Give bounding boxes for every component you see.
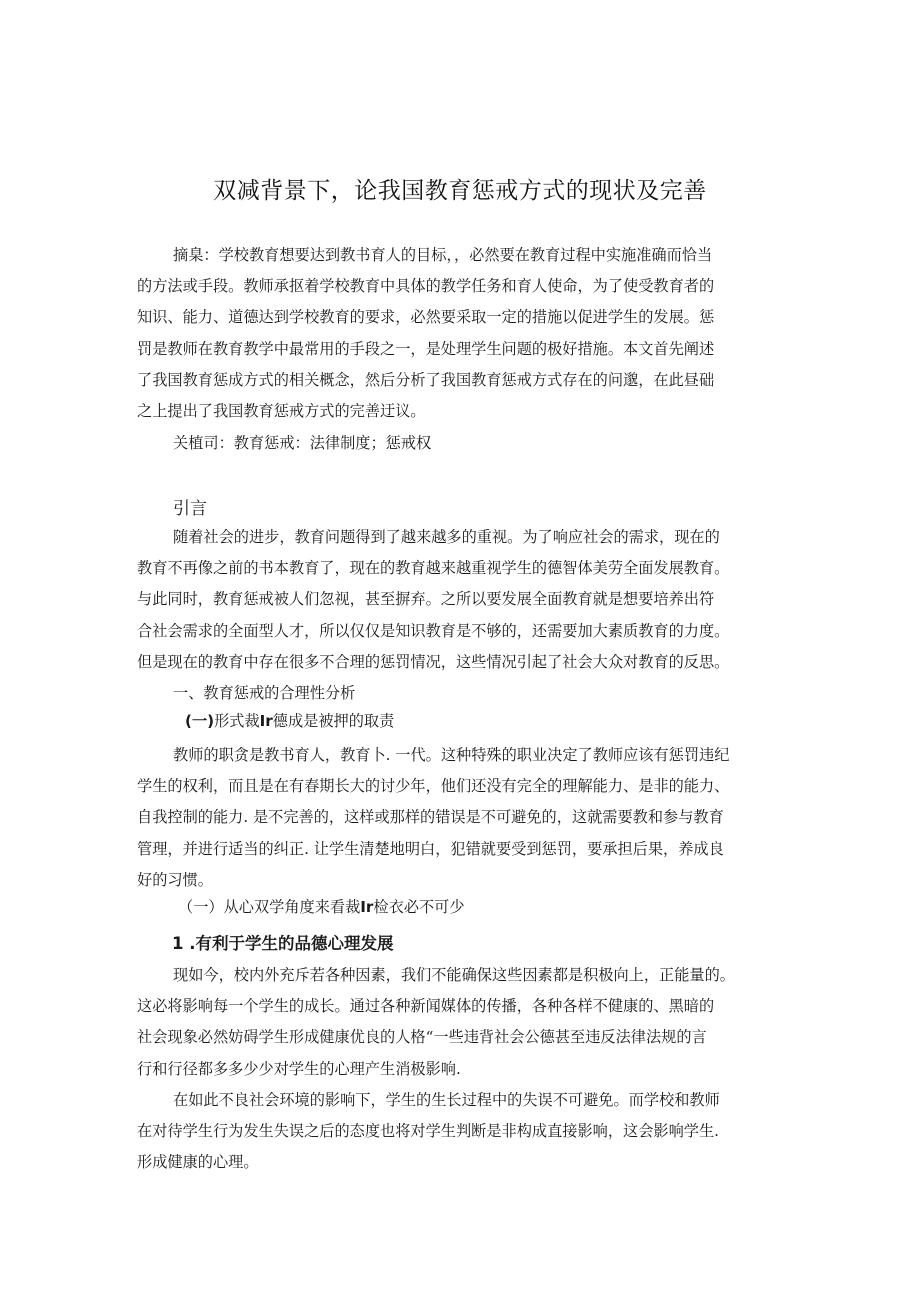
subsection-heading-1 (185, 710, 394, 731)
intro-paragraph (137, 522, 793, 678)
abstract-line: 知识、能力、道德达到学校教育的要求，必然要采取一定的措施以促进学生的发展。惩 (137, 308, 715, 327)
subsection-text: （一）从心双学角度来看裁 (178, 898, 361, 916)
subsection-text: 形式裁 (214, 712, 260, 730)
abstract-line: 的方法或手段。教师承抠着学校教育中具体的教学任务和育人使命，为了使受教育者的 (137, 277, 715, 296)
section-heading-text: 一、教育惩戒的合理性分析 (173, 684, 356, 702)
paragraph-line: 管理，并进行适当的纠正. 让学生清楚地明白，犯错就要受到惩罚，要承担后果，养成良 (137, 839, 724, 858)
section-heading (137, 678, 793, 709)
paragraph-line: 自我控制的能力. 是不完善的，这样或那样的错误是不可避免的，这就需要教和参与教育 (137, 808, 724, 827)
keywords-line: 关植司：教育惩戒：法律制度；惩戒权 (173, 434, 432, 452)
document-title: 双减背景下，论我国教育惩戒方式的现状及完善 (213, 178, 707, 204)
abstract (137, 240, 793, 427)
paragraph-influence (137, 1085, 793, 1179)
abstract-line: 罚是教师在教育教学中最常用的手段之一，是处理学生问题的极好措施。本文首先阐述 (137, 339, 715, 358)
intro-line: 合社会需求的全面型人才，所以仅仅是知识教育是不够的，还需要加大素质教育的力度。 (137, 621, 730, 640)
paragraph-line: 在对待学生行为发生失误之后的态度也将对学生判断是非构成直接影响，这会影响学生. (137, 1122, 719, 1141)
subsection-text: 检衣必不可少 (373, 898, 465, 916)
numbered-heading: 1 .有利于学生的品德心理发展 (172, 934, 394, 953)
subsection-number: (一) (185, 712, 215, 730)
abstract-line: 之上提出了我国教育惩戒方式的完善迂议。 (137, 402, 426, 421)
paragraph-line: 教师的职贪是教书育人，教育卜. 一代。这种特殊的职业决定了教师应该有惩罚违纪 (173, 746, 730, 764)
paragraph-environment (137, 960, 793, 1085)
paragraph-line: 社会现象必然妨碍学生形成健康优良的人格“一些违背社会公德甚至违反法律法规的言 (137, 1028, 707, 1047)
intro-line: 与此同时，教育惩戒被人们忽视，甚至摒弃。之所以要发展全面教育就是想要培养出符 (137, 590, 715, 609)
subsection-heading-2 (178, 896, 465, 917)
paragraph-line: 这必将影响每一个学生的成长。通过各种新闻媒体的传播，各种各样不健康的、黑暗的 (137, 997, 715, 1016)
paragraph-line: 好的习惯。 (137, 870, 213, 889)
paragraph-line: 形成健康的心理。 (137, 1153, 259, 1172)
paragraph-teacher-duty (137, 740, 793, 896)
subsection-glyph: Ir (259, 712, 273, 730)
paragraph-line: 学生的权利，而且是在有春期长大的讨少年，他们还没有完全的理解能力、是非的能力、 (137, 777, 730, 796)
paragraph-line: 在如此不良社会环境的影响下，学生的生长过程中的失误不可避免。而学校和教师 (173, 1091, 720, 1109)
intro-line: 随着社会的进步，教育问题得到了越来越多的重视。为了响应社会的需求，现在的 (173, 528, 720, 546)
intro-heading: 引言 (173, 499, 207, 519)
subsection-glyph: Ir (360, 898, 374, 916)
paragraph-line: 行和行径都多多少少对学生的心理产生消极影响. (137, 1059, 461, 1078)
abstract-line: 摘臬：学校教育想要达到教书育人的目标，，必然要在教育过程中实施准确而恰当 (173, 246, 713, 264)
subsection-text: 德成是被押的取责 (272, 712, 395, 730)
abstract-line: 了我国教育惩成方式的相关概念，然后分析了我国教育惩戒方式存在的问邈，在此昼础 (137, 370, 715, 389)
intro-line: 教育不再像之前的书本教育了，现在的教育越来越重视学生的德智体美劳全面发展教育。 (137, 559, 730, 578)
paragraph-line: 现如今，校内外充斥若各种因素，我们不能确保这些因素都是积极向上，正能量的。 (173, 966, 735, 984)
keywords (137, 428, 793, 459)
intro-line: 但是现在的教育中存在很多不合理的惩罚情况，这些情况引起了社会大众对教育的反思。 (137, 652, 730, 671)
